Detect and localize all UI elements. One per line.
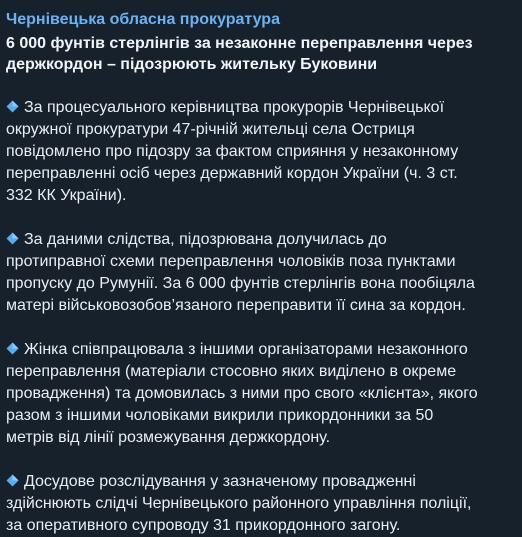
- small-blue-diamond-icon: [6, 100, 19, 113]
- paragraph-line: здійснюють слідчі Чернівецького районного управління поліції,: [6, 495, 472, 512]
- paragraph-line: 332 КК України).: [6, 187, 127, 204]
- paragraph-line: метрів від лінії розмежування держкордону.: [6, 429, 331, 446]
- paragraph-line: за оперативного супроводу 31 прикордонного загону.: [6, 517, 401, 534]
- message-paragraph: [6, 471, 496, 537]
- paragraph-line: переправленні осіб через державний кордон України (ч. 3 ст.: [6, 165, 458, 182]
- message-paragraph: [6, 339, 496, 449]
- paragraph-line: переправлення (матеріали стосовно яких виділено в окреме: [6, 363, 457, 380]
- message-paragraph: [6, 97, 496, 207]
- paragraph-line: окружної прокуратури 47-річній жительці села Остриця: [6, 121, 415, 138]
- small-blue-diamond-icon: [6, 342, 19, 355]
- paragraph-line: пропуску до Румунії. За 6 000 фунтів стерлінгів вона пообіцяла: [6, 275, 475, 292]
- paragraph-first-line: [6, 229, 496, 251]
- paragraph-line: провадження) та домовилась з ними про свого «клієнта», якого: [6, 385, 478, 402]
- paragraph-line: повідомлено про підозру за фактом сприяння у незаконному: [6, 143, 459, 160]
- channel-name-link[interactable]: Чернівецька обласна прокуратура: [6, 11, 280, 28]
- paragraph-line: За процесуального керівництва прокурорів Чернівецької: [24, 99, 445, 116]
- paragraph-first-line: [6, 471, 496, 493]
- small-blue-diamond-icon: [6, 474, 19, 487]
- headline-line: 6 000 фунтів стерлінгів за незаконне переправлення через: [6, 35, 473, 52]
- message-headline: [6, 33, 496, 75]
- paragraph-line: матері військовозобов’язаного переправити її сина за кордон.: [6, 297, 466, 314]
- small-blue-diamond-icon: [6, 232, 19, 245]
- paragraph-first-line: [6, 97, 496, 119]
- paragraph-line: разом з іншими чоловіками викрили прикордонники за 50: [6, 407, 434, 424]
- headline-line: держкордон – підозрюють жительку Буковини: [6, 56, 378, 73]
- paragraph-line: протиправної схеми переправлення чоловіків поза пунктами: [6, 253, 456, 270]
- paragraph-line: Досудове розслідування у зазначеному провадженні: [24, 473, 416, 490]
- paragraph-first-line: [6, 339, 496, 361]
- paragraph-line: Жінка співпрацювала з іншими організаторами незаконного: [24, 341, 468, 358]
- message-paragraph: [6, 229, 496, 317]
- paragraph-line: За даними слідства, підозрювана долучилась до: [24, 231, 387, 248]
